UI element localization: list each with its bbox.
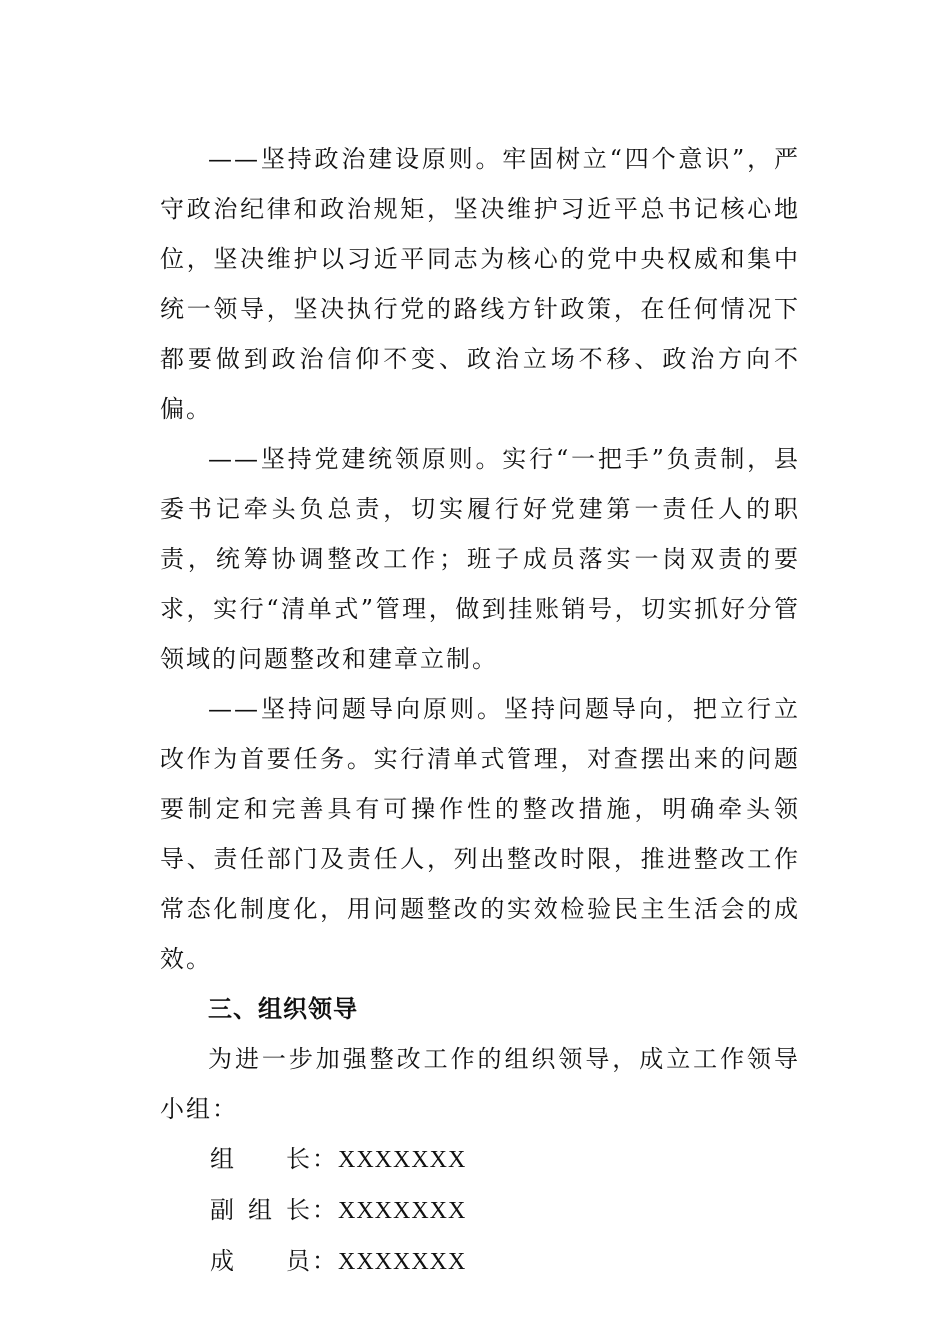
member-colon: ： bbox=[312, 1247, 338, 1275]
member-row-leader bbox=[160, 1134, 800, 1185]
member-name: XXXXXXX bbox=[338, 1147, 467, 1173]
member-name: XXXXXXX bbox=[338, 1249, 467, 1275]
principle-paragraph-political-building: ——坚持政治建设原则。牢固树立“四个意识”，严守政治纪律和政治规矩，坚决维护习近平总书记核心地位，坚决维护以习近平同志为核心的党中央权威和集中统一领导，坚决执行党的路线方针政策，在任何情况下都要做到政治信仰不变、政治立场不移、政治方向不偏。 bbox=[160, 145, 800, 423]
member-colon: ： bbox=[312, 1196, 338, 1224]
member-name: XXXXXXX bbox=[338, 1198, 467, 1224]
principle-paragraph-problem-oriented: ——坚持问题导向原则。坚持问题导向，把立行立改作为首要任务。实行清单式管理，对查摆出来的问题要制定和完善具有可操作性的整改措施，明确牵头领导、责任部门及责任人，列出整改时限，推进整改工作常态化制度化，用问题整改的实效检验民主生活会的成效。 bbox=[160, 695, 800, 973]
section-heading: 三、组织领导 bbox=[208, 995, 358, 1023]
member-colon: ： bbox=[312, 1145, 338, 1173]
member-row-deputy-leader bbox=[160, 1185, 800, 1236]
member-role: 组长 bbox=[210, 1145, 312, 1173]
member-role: 成员 bbox=[210, 1247, 312, 1275]
member-role: 副组长 bbox=[210, 1196, 312, 1224]
principle-paragraph-party-leadership: ——坚持党建统领原则。实行“一把手”负责制，县委书记牵头负总责，切实履行好党建第一责任人的职责，统筹协调整改工作；班子成员落实一岗双责的要求，实行“清单式”管理，做到挂账销号，切实抓好分管领域的问题整改和建章立制。 bbox=[160, 445, 800, 673]
section-intro-paragraph: 为进一步加强整改工作的组织领导，成立工作领导小组： bbox=[160, 1045, 800, 1123]
document-body bbox=[160, 134, 800, 1287]
member-row-members bbox=[160, 1236, 800, 1287]
